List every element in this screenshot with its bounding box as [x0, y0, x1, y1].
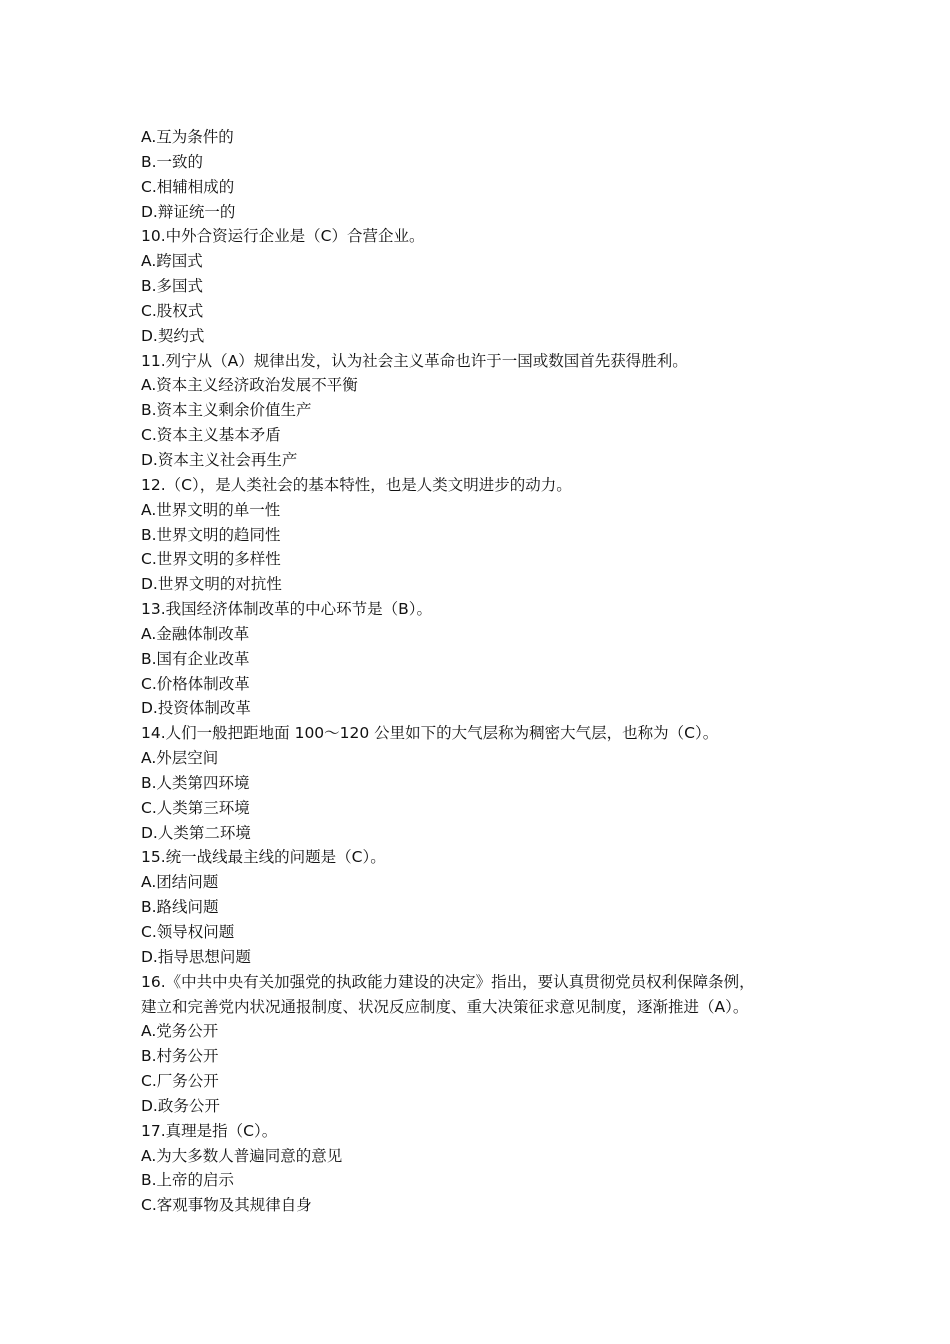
option-line: D.人类第二环境: [141, 823, 251, 842]
option-line: A.为大多数人普遍同意的意见: [141, 1146, 343, 1165]
question-line: 15.统一战线最主线的问题是（C）。: [141, 848, 386, 867]
option-line: D.资本主义社会再生产: [141, 450, 298, 469]
option-line: D.辩证统一的: [141, 202, 236, 221]
option-line: B.世界文明的趋同性: [141, 525, 281, 544]
option-line: D.投资体制改革: [141, 699, 251, 718]
option-line: B.人类第四环境: [141, 773, 250, 792]
option-line: B.上帝的启示: [141, 1171, 235, 1190]
document-page: [141, 125, 821, 1218]
option-line: D.政务公开: [141, 1096, 220, 1115]
option-line: C.相辅相成的: [141, 177, 235, 196]
option-line: B.村务公开: [141, 1047, 219, 1066]
option-line: A.党务公开: [141, 1022, 219, 1041]
option-line: C.股权式: [141, 301, 204, 320]
question-line: 14.人们一般把距地面 100～120 公里如下的大气层称为稠密大气层，也称为（C）。: [141, 724, 719, 743]
option-line: A.团结问题: [141, 873, 219, 892]
question-line-continued: 建立和完善党内状况通报制度、状况反应制度、重大决策征求意见制度，逐渐推进（A）。: [141, 997, 749, 1016]
question-line: 11.列宁从（A）规律出发，认为社会主义革命也许于一国或数国首先获得胜利。: [141, 351, 688, 370]
option-line: B.国有企业改革: [141, 649, 250, 668]
option-line: C.厂务公开: [141, 1072, 219, 1091]
option-line: C.世界文明的多样性: [141, 550, 281, 569]
option-line: A.互为条件的: [141, 128, 234, 146]
option-line: B.路线问题: [141, 898, 219, 917]
question-line: 17.真理是指（C）。: [141, 1121, 278, 1140]
question-line: 13.我国经济体制改革的中心环节是（B）。: [141, 600, 433, 619]
option-line: A.外层空间: [141, 749, 219, 768]
option-line: C.人类第三环境: [141, 798, 250, 817]
question-line: 12.（C），是人类社会的基本特性，也是人类文明进步的动力。: [141, 475, 572, 494]
option-line: D.指导思想问题: [141, 947, 251, 966]
option-line: B.多国式: [141, 277, 204, 296]
option-line: B.一致的: [141, 152, 204, 171]
question-line: 10.中外合资运行企业是（C）合营企业。: [141, 227, 425, 246]
option-line: D.世界文明的对抗性: [141, 575, 282, 594]
question-line: 16.《中共中央有关加强党的执政能力建设的决定》指出，要认真贯彻党员权利保障条例，: [141, 972, 755, 991]
option-line: A.跨国式: [141, 252, 203, 271]
option-line: B.资本主义剩余价值生产: [141, 401, 312, 420]
option-line: C.客观事物及其规律自身: [141, 1196, 312, 1215]
option-line: C.价格体制改革: [141, 674, 250, 693]
option-line: C.领导权问题: [141, 923, 235, 941]
option-line: D.契约式: [141, 326, 205, 345]
option-line: A.金融体制改革: [141, 624, 250, 643]
option-line: A.资本主义经济政治发展不平衡: [141, 376, 358, 395]
option-line: A.世界文明的单一性: [141, 500, 281, 519]
option-line: C.资本主义基本矛盾: [141, 426, 281, 445]
